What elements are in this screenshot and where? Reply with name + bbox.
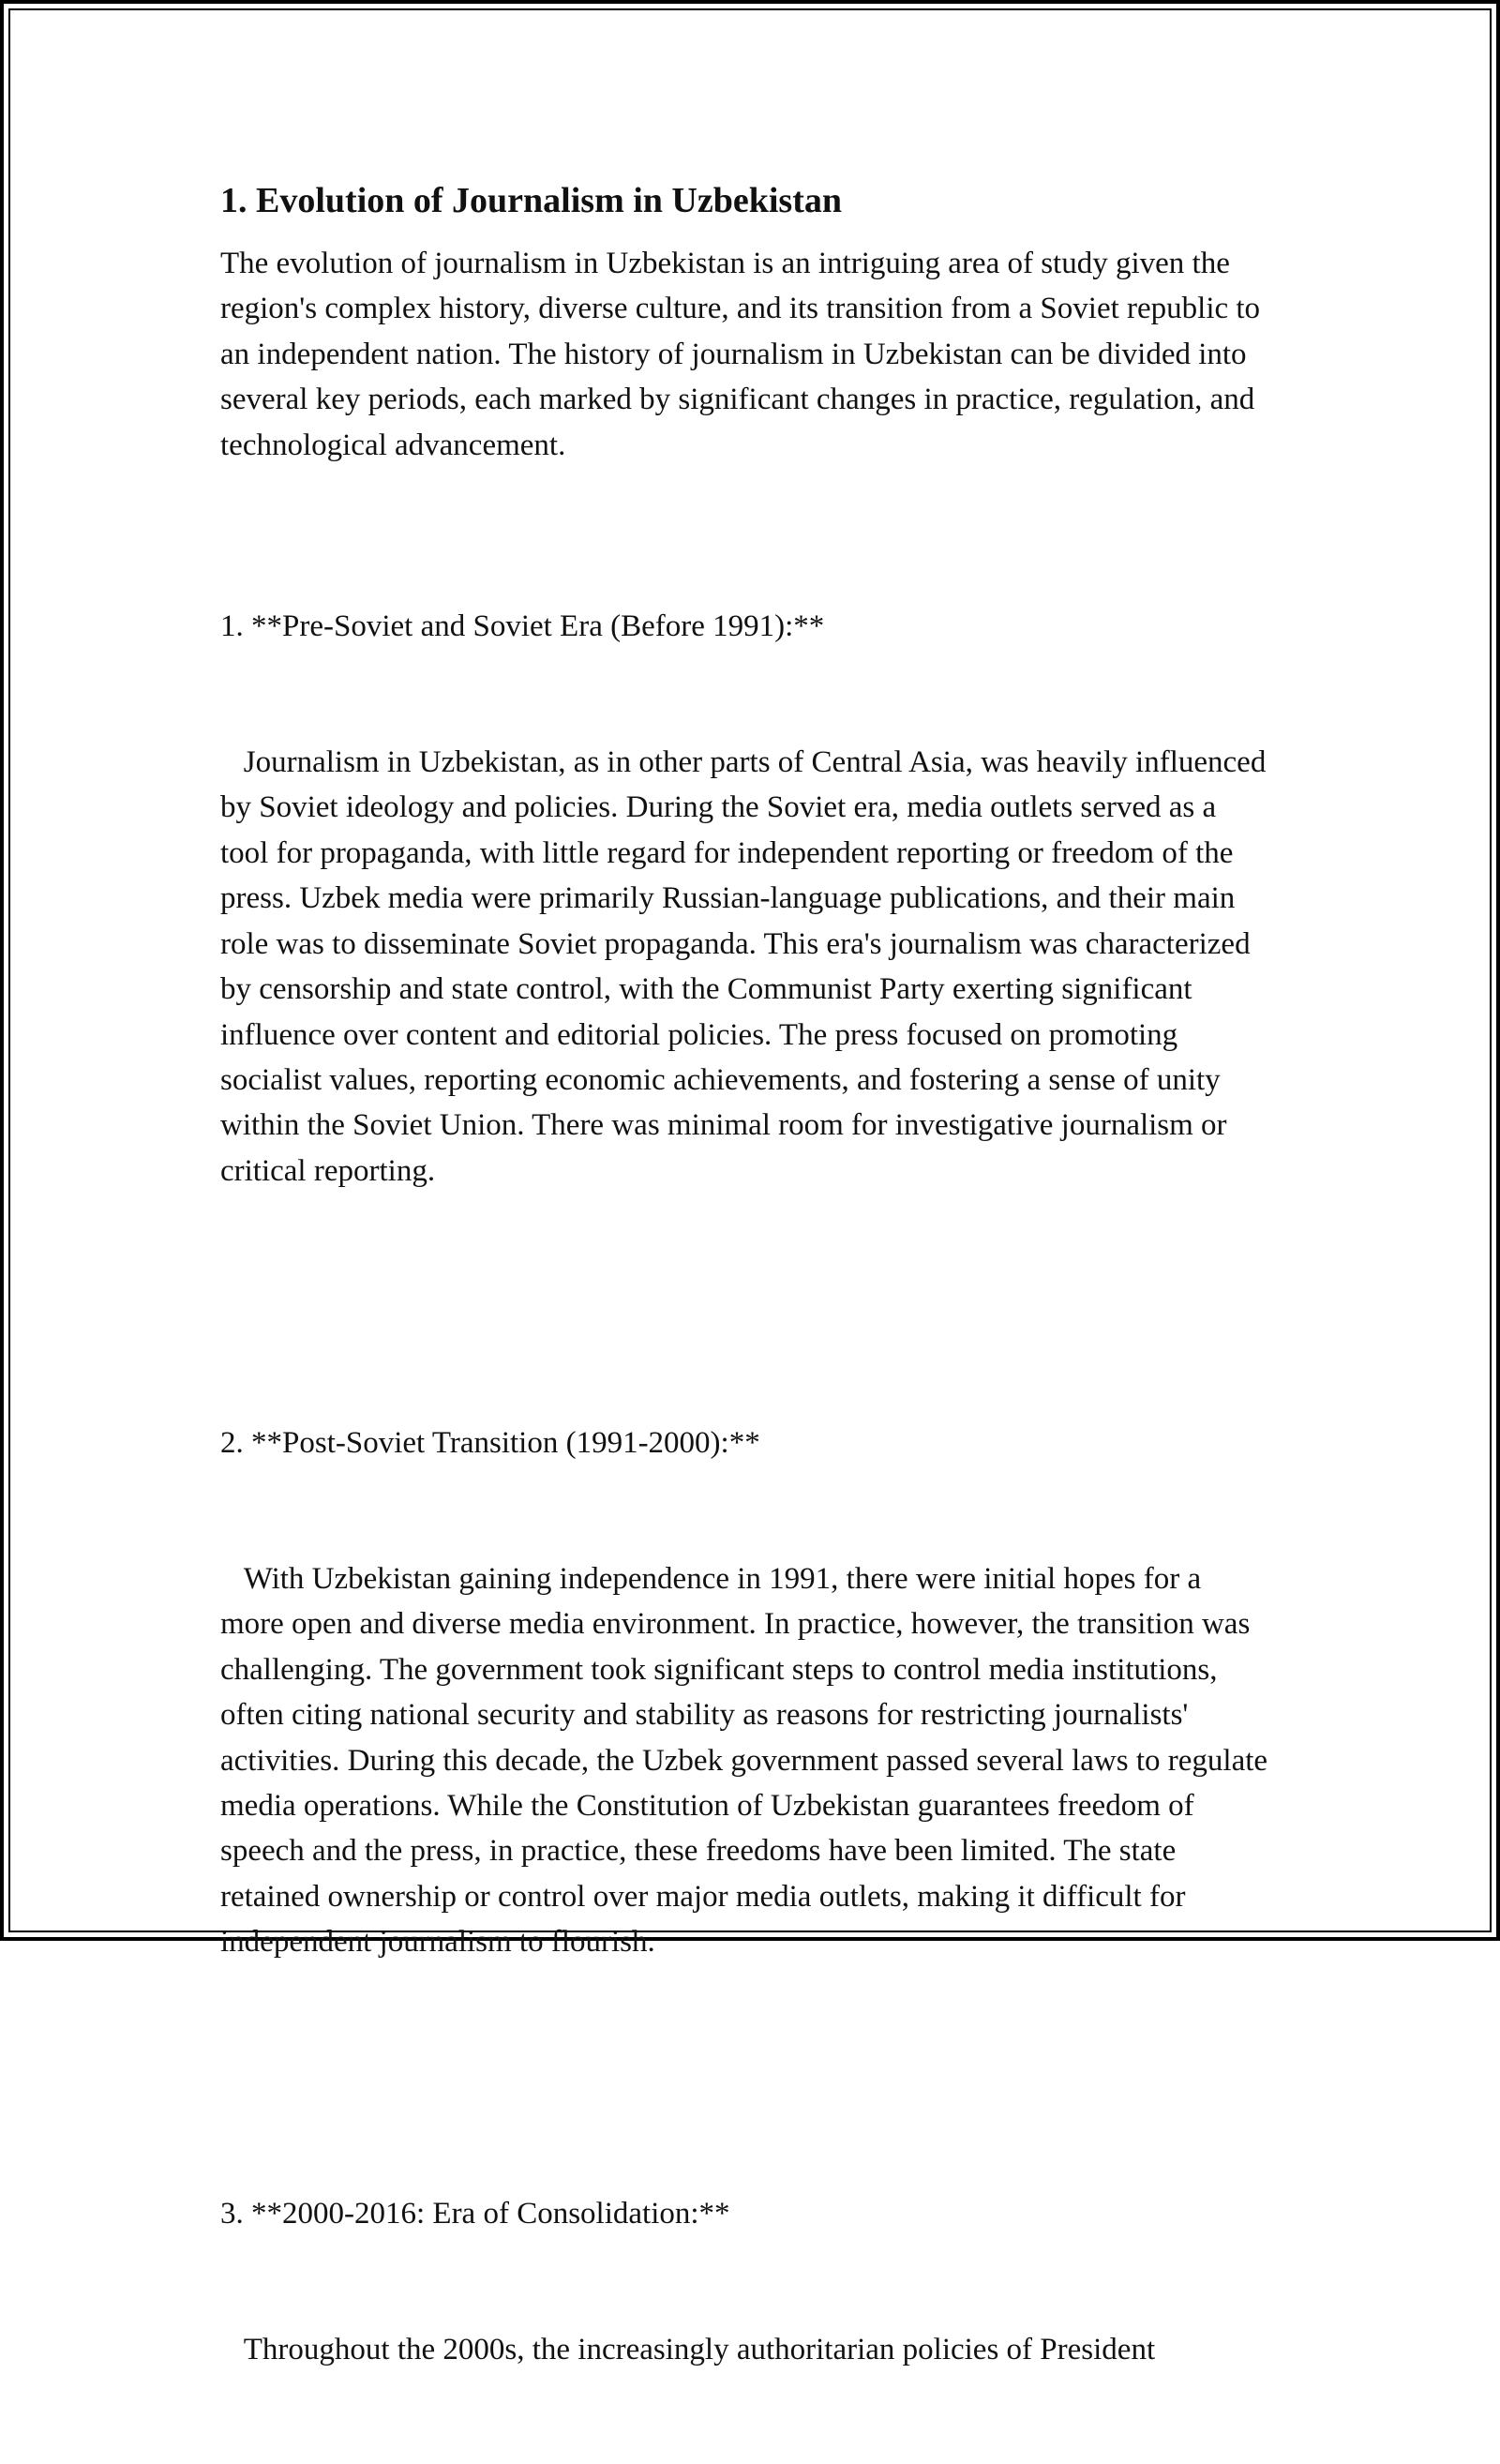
section-consolidation (220, 2100, 1270, 2463)
section-heading: 1. **Pre-Soviet and Soviet Era (Before 1991):** (220, 608, 825, 643)
section-paragraph: Journalism in Uzbekistan, as in other parts of Central Asia, was heavily influenced by Soviet ideology and policies. During the Soviet era, media outlets served as a tool for propaganda, with little regard for independent reporting or freedom of the press. Uzbek media were primarily Russian-language publications, and their main role was to disseminate Soviet propaganda. This era's journalism was characterized by censorship and state control, with the Communist Party exerting significant influence over content and editorial policies. The press focused on promoting socialist values, reporting economic achievements, and fostering a sense of unity within the Soviet Union. There was minimal room for investigative journalism or critical reporting. (220, 745, 1274, 1188)
page-title: 1. Evolution of Journalism in Uzbekistan (220, 181, 842, 220)
section-paragraph: Throughout the 2000s, the increasingly authoritarian policies of President (220, 2333, 1156, 2367)
section-heading: 3. **2000-2016: Era of Consolidation:** (220, 2197, 730, 2231)
intro-paragraph: The evolution of journalism in Uzbekistan is an intriguing area of study given the region's complex history, diverse culture, and its transition from a Soviet republic to an independent nation. The history of journalism in Uzbekistan can be divided into several key periods, each marked by significant changes in practice, regulation, and technological advancement. (220, 247, 1268, 462)
document-body (220, 173, 1276, 2464)
section-post-soviet (220, 1330, 1276, 2056)
section-paragraph: With Uzbekistan gaining independence in 1991, there were initial hopes for a more open and diverse media environment. In practice, however, the transition was challenging. The government took significant steps to control media institutions, often citing national security and stability as reasons for restricting journalists' activities. During this decade, the Uzbek government passed several laws to regulate media operations. While the Constitution of Uzbekistan guarantees freedom of speech and the press, in practice, these freedoms have been limited. The state retained ownership or control over major media outlets, making it difficult for independent journalism to flourish. (220, 1561, 1276, 1960)
section-pre-soviet (220, 513, 1274, 1285)
section-heading: 2. **Post-Soviet Transition (1991-2000):** (220, 1425, 760, 1460)
